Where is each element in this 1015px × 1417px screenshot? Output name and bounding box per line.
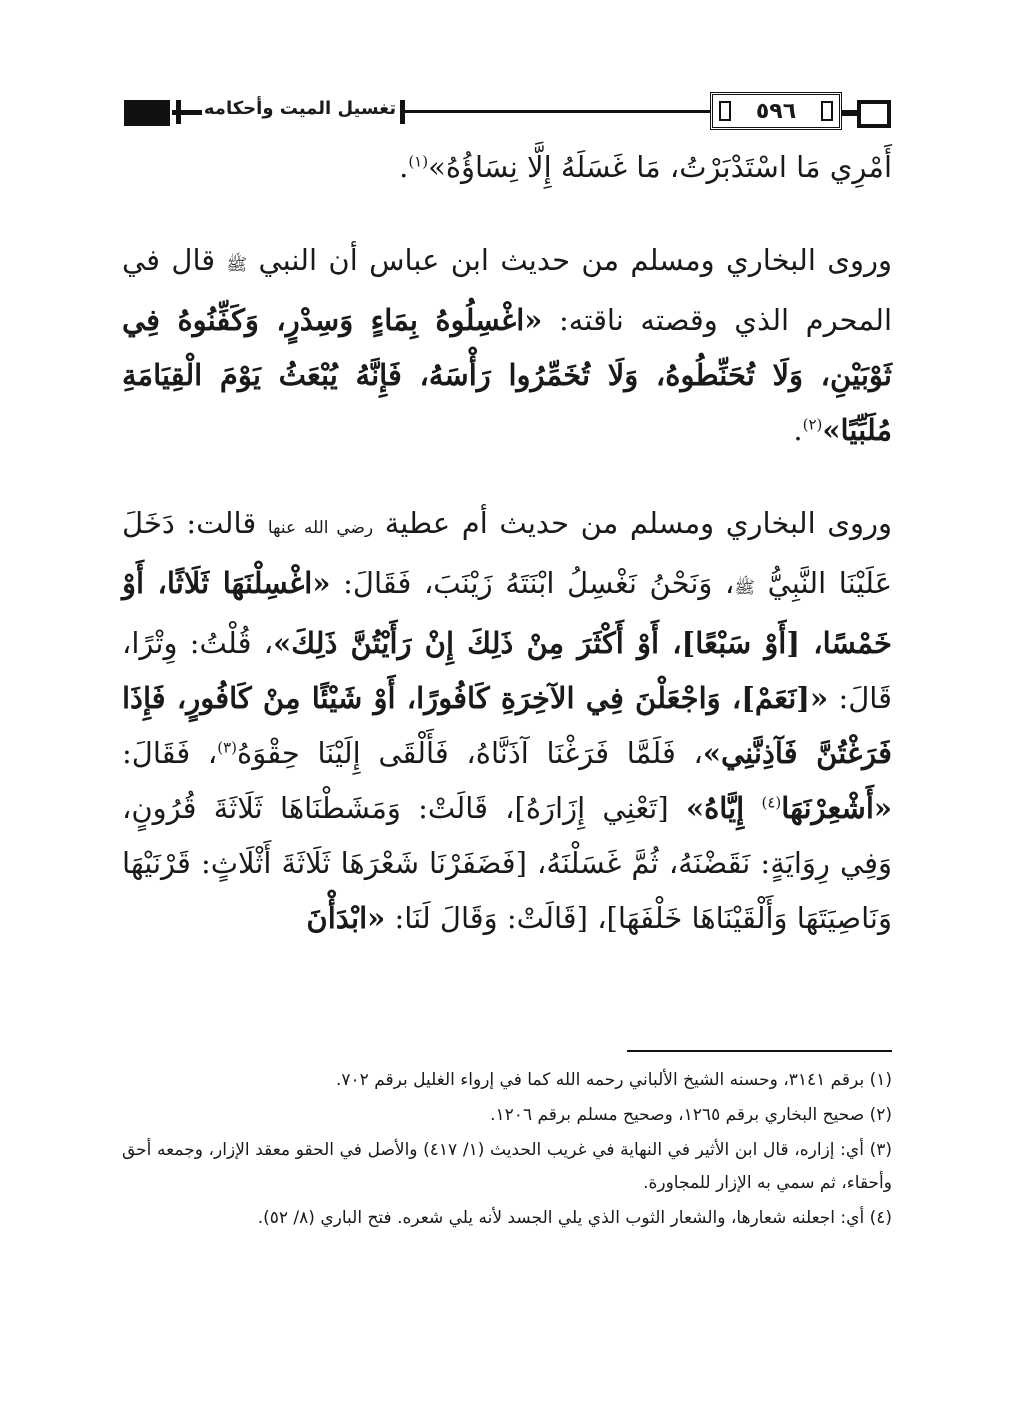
hadith-quote-4: «أَشْعِرْنَهَا [781,791,893,825]
hadith-quote-3: «[نَعَمْ]، وَاجْعَلْنَ فِي الآخِرَةِ كَافُورًا، أَوْ شَيْئًا مِنْ كَافُورٍ، فَإِذَا فَرَغْتُنَّ فَآذِنَّنِي» [122,681,892,770]
main-text [122,140,892,946]
salawat-glyph-2: ﷺ [734,578,755,598]
header-rule-tick [400,100,405,124]
p3-continuation: [تَعْنِي إِزَارَهُ]، قَالَتْ: وَمَشَطْنَاهَا ثَلَاثَةَ قُرُونٍ، وَفِي رِوَايَةٍ: نَقَضْنَهُ، ثُمَّ غَسَلْنَهُ، [فَضَفَرْنَا شَعْرَهَا ثَلَاثَةَ أَثْلَاثٍ: قَرْنَيْهَا وَنَاصِيَتَهَا وَأَلْقَيْنَاهَا خَلْفَهَا]، [قَالَتْ: وَقَالَ لَنَا: [122,791,892,935]
radiyallah-glyph: رضي الله عنها [267,518,374,538]
footnote-4: (٤) أي: اجعلنه شعارها، والشعار الثوب الذي يلي الجسد لأنه يلي شعره. فتح الباري (٨/ ٥٢). [257,1208,892,1228]
p3-intro: وروى البخاري ومسلم من حديث أم عطية [384,506,893,540]
p3-narration: ، فَلَمَّا فَرَغْنَا آذَنَّاهُ، فَأَلْقَى إِلَيْنَا حِقْوَهُ [237,736,703,770]
p3-context: ، وَنَحْنُ نَغْسِلُ ابْنَتَهُ زَيْنَبَ، فَقَالَ: [343,566,735,600]
hadith-quote-2: «اغْسِلْنَهَا ثَلَاثًا، أَوْ خَمْسًا، [أَوْ سَبْعًا]، أَوْ أَكْثَرَ مِنْ ذَلِكَ إِنْ رَأَيْتُنَّ ذَلِكَ» [122,566,892,660]
header-ornament-box [857,100,891,128]
footnote-ref-4: (٤) [761,793,782,812]
hadith-quote-5: «ابْدَأْنَ [306,901,386,935]
paragraph-3 [122,496,892,946]
paragraph-1: أَمْرِي مَا اسْتَدْبَرْتُ، مَا غَسَلَهُ إِلَّا نِسَاؤُهُ»$^{(١)}$. [399,150,892,184]
page-number: ٥٩٦ [755,99,797,124]
p3-said: قالت: دَخَلَ عَلَيْنَا النَّبِيُّ [122,506,893,600]
footnote-separator [627,1050,892,1052]
p1-text: أَمْرِي مَا اسْتَدْبَرْتُ، مَا غَسَلَهُ إِلَّا نِسَاؤُهُ» [428,150,892,184]
footnote-ref-3: (٣) [217,738,238,757]
running-title: تغسيل الميت وأحكامه [203,98,397,119]
header-rule-right [842,110,858,116]
header-rule-left-tick [176,100,181,124]
salawat-glyph: ﷺ [226,255,248,275]
footnote-3: (٣) أي: إزاره، قال ابن الأثير في النهاية في غريب الحديث (١/ ٤١٧) والأصل في الحقو معقد الإزار، وجمعه أحق وأحقاء، ثم سمي به الإزار للمجاورة. [122,1140,892,1193]
footnote-1: (١) برقم ٣١٤١، وحسنه الشيخ الألباني رحمه الله كما في إرواء الغليل برقم ٧٠٢. [335,1070,892,1090]
header-ornament-square [124,100,170,126]
footnote-ref-1: (١) [408,152,429,171]
paragraph-2: وروى البخاري ومسلم من حديث ابن عباس أن النبي ﷺ قال في المحرم الذي وقصته ناقته: «اغْسِلُوهُ بِمَاءٍ وَسِدْرٍ، وَكَفِّنُوهُ فِي ثَوْبَيْنِ، وَلَا تُحَنِّطُوهُ، وَلَا تُخَمِّرُوا رَأْسَهُ، فَإِنَّهُ يُبْعَثُ يَوْمَ الْقِيَامَةِ مُلَبِّيًا»$^{(٢)}$. [122,243,893,447]
p3-reply: ، قُلْتُ: وِتْرًا، قَالَ: [122,626,892,715]
header-rule-middle [400,110,710,113]
p3-said-2: ، فَقَالَ: [122,736,218,770]
page-header [120,92,895,136]
p2-intro: وروى البخاري ومسلم من حديث ابن عباس أن النبي [258,243,893,277]
footnotes [122,1064,892,1237]
p2-context: قال في المحرم الذي وقصته ناقته: [122,243,892,337]
page-number-frame [710,92,842,130]
footnote-ref-2: (٢) [802,415,823,434]
hadith-quote-4b: إِيَّاهُ» [685,791,745,825]
footnote-2: (٢) صحيح البخاري برقم ١٢٦٥، وصحيح مسلم برقم ١٢٠٦. [490,1105,892,1125]
hadith-quote-1: «اغْسِلُوهُ بِمَاءٍ وَسِدْرٍ، وَكَفِّنُوهُ فِي ثَوْبَيْنِ، وَلَا تُحَنِّطُوهُ، وَلَا تُخَمِّرُوا رَأْسَهُ، فَإِنَّهُ يُبْعَثُ يَوْمَ الْقِيَامَةِ مُلَبِّيًا» [122,303,892,447]
